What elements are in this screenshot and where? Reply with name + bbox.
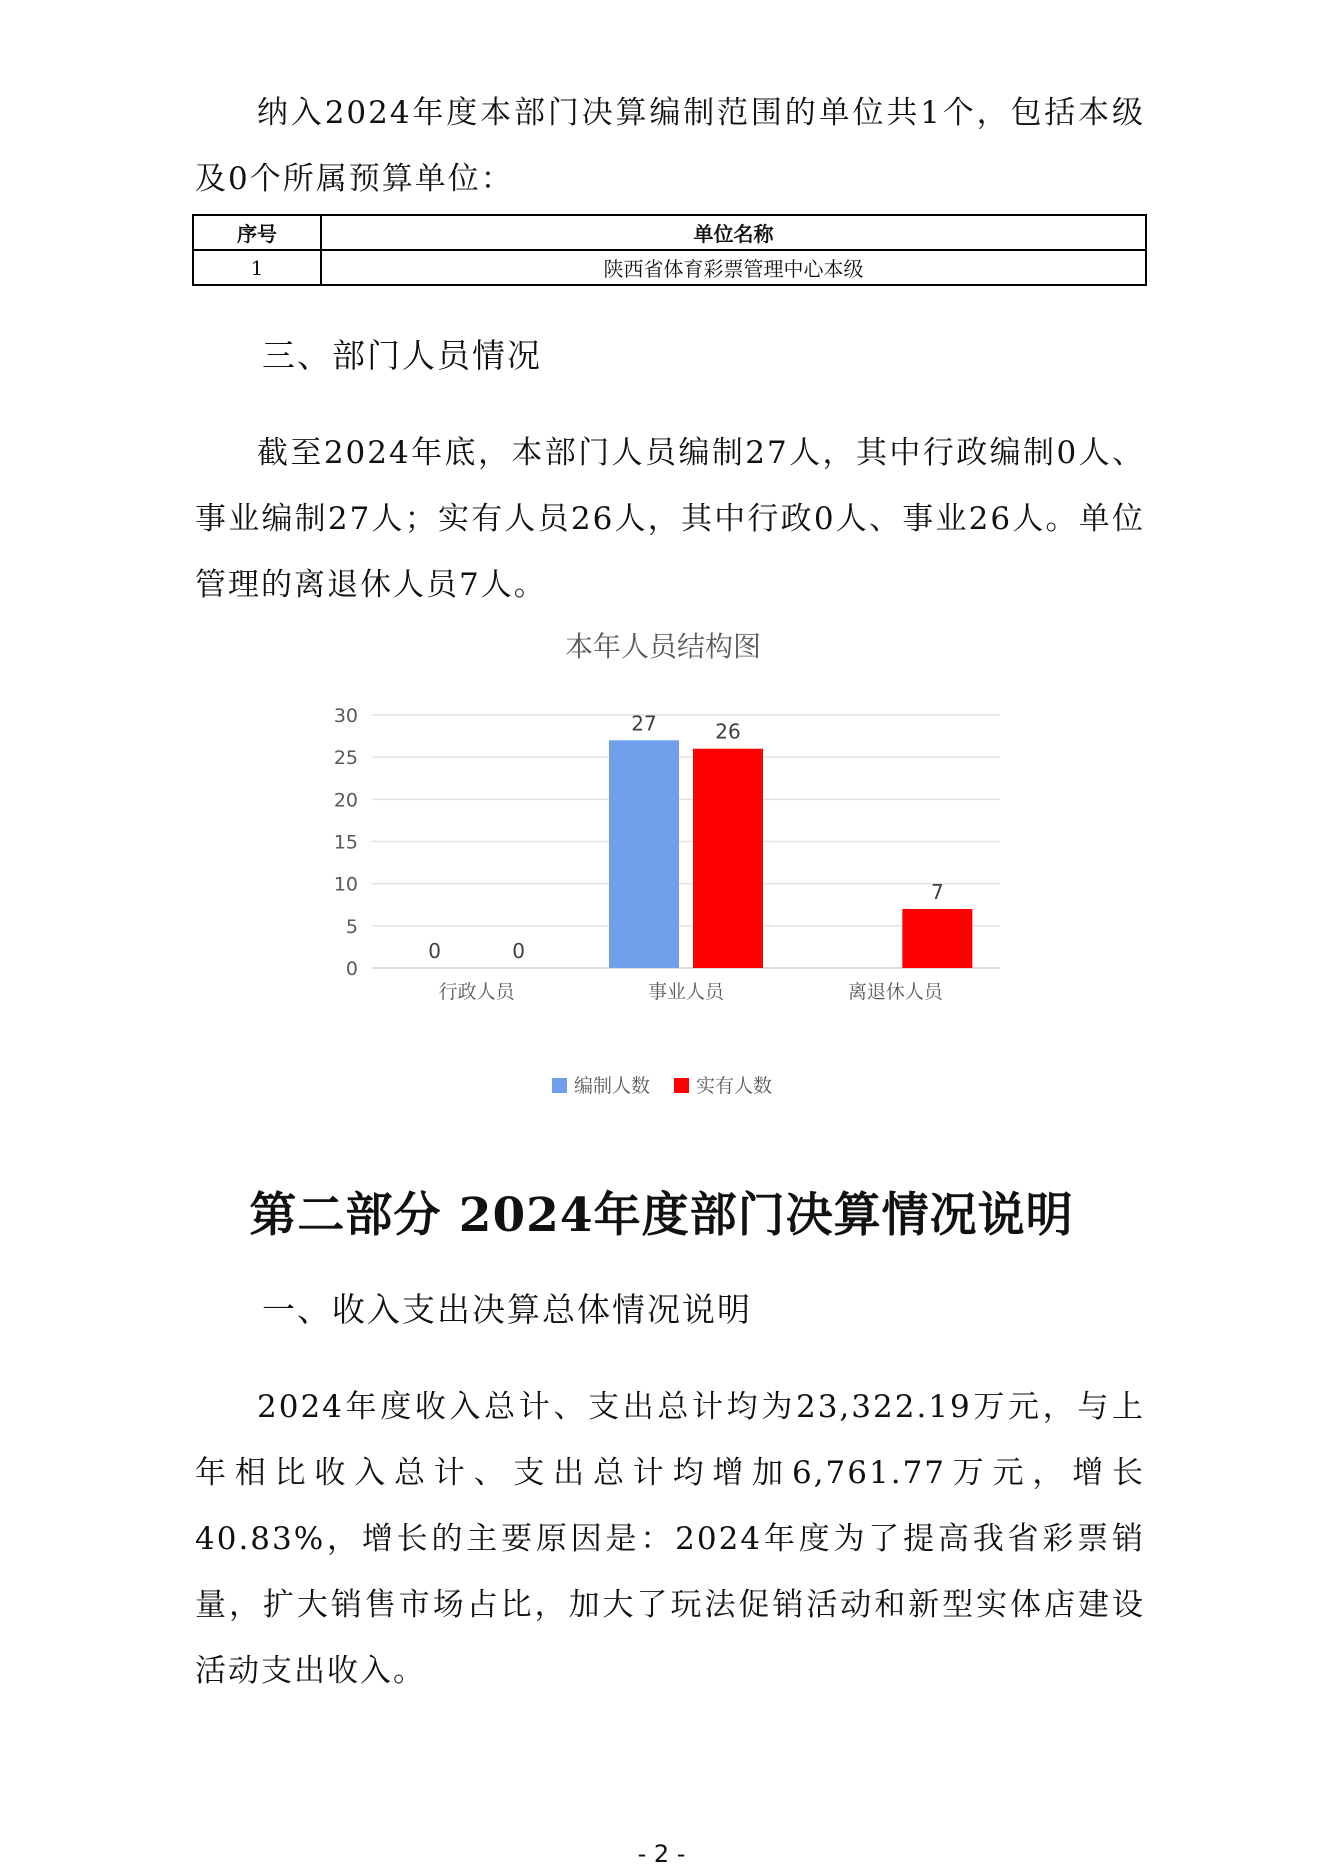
data-label: 0 [512,939,526,963]
data-label: 7 [930,879,944,904]
y-tick-label: 5 [345,915,358,938]
y-tick-label: 0 [345,958,358,980]
legend-label: 编制人数 [574,1075,651,1097]
table-cell-unit-name: 陕西省体育彩票管理中心本级 [321,250,1146,285]
section3-heading: 三、部门人员情况 [262,336,542,375]
bar [609,740,679,968]
y-tick-label: 10 [333,873,358,896]
chart-title: 本年人员结构图 [564,630,762,663]
chart-bars [609,740,972,968]
y-tick-label: 25 [333,747,358,770]
x-tick-label: 离退休人员 [847,981,943,1003]
section3-paragraph: 截至2024年底，本部门人员编制27人，其中行政编制0人、事业编制27人；实有人员26人，其中行政0人、事业26人。单位管理的离退休人员7人。 [195,435,1145,603]
table-header-row [193,215,1146,250]
part2-title: 第二部分 2024年度部门决算情况说明 [249,1188,1074,1243]
y-tick-label: 15 [333,831,358,854]
legend-swatch [674,1078,689,1093]
table-header-unit-name: 单位名称 [321,215,1146,250]
bar [902,909,972,968]
data-label: 0 [428,939,442,963]
table-row [193,250,1146,285]
data-label: 26 [715,719,741,744]
chart-y-axis [334,705,358,980]
table-header-index: 序号 [193,215,321,250]
part2-section1-heading: 一、收入支出决算总体情况说明 [262,1290,752,1329]
bar [693,749,763,968]
personnel-chart [300,630,1020,1120]
y-tick-label: 20 [333,789,358,812]
chart-x-axis [439,981,945,1003]
chart-legend [552,1075,772,1097]
x-tick-label: 行政人员 [438,981,515,1003]
legend-label: 实有人数 [696,1075,773,1097]
x-tick-label: 事业人员 [647,981,725,1003]
page-number: - 2 - [637,1840,686,1868]
intro-paragraph: 纳入2024年度本部门决算编制范围的单位共1个，包括本级及0个所属预算单位： [195,95,1145,197]
part2-section1-paragraph: 2024年度收入总计、支出总计均为23,322.19万元，与上年相比收入总计、支出总计均增加6,761.77万元，增长40.83%，增长的主要原因是：2024年度为了提高我省彩票销量，扩大销售市场占比，加大了玩法促销活动和新型实体店建设活动支出收入。 [195,1389,1145,1689]
y-tick-label: 30 [333,705,358,727]
legend-swatch [552,1078,567,1093]
data-label: 27 [631,711,657,736]
units-table [192,214,1147,286]
table-cell-index: 1 [193,250,321,285]
